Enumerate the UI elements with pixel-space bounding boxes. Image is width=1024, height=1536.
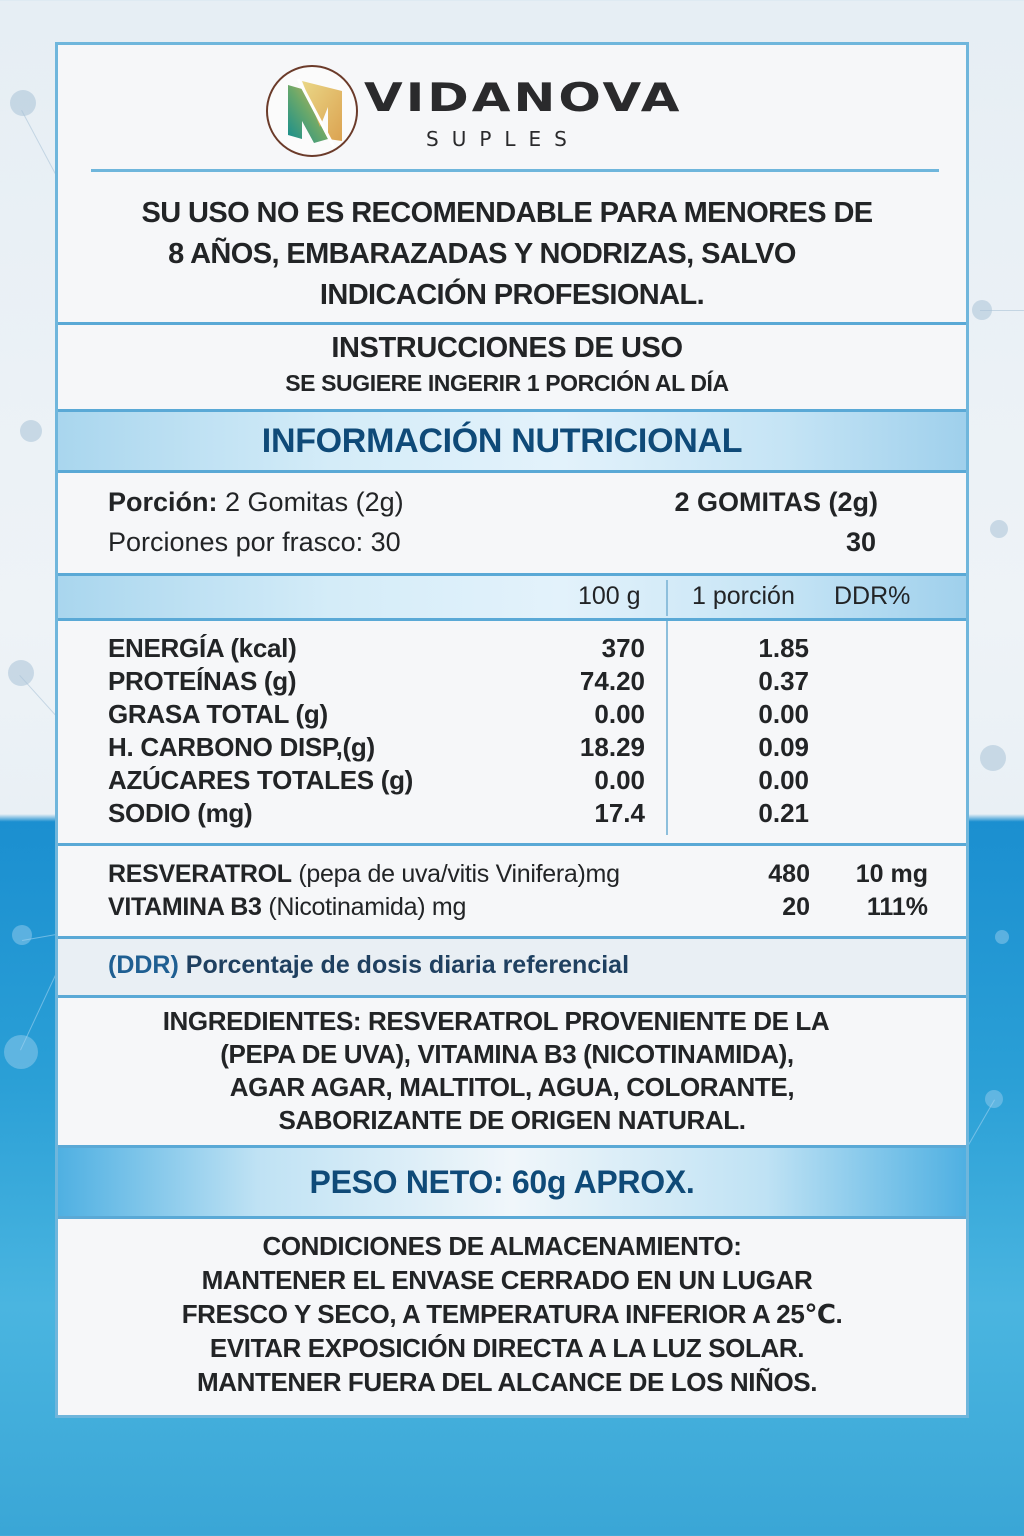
molecule-link [980, 310, 1024, 311]
nutrient-per100: 17.4 [594, 798, 645, 828]
storage-title: CONDICIONES DE ALMACENAMIENTO: [262, 1231, 742, 1261]
serving-value: 2 Gomitas (2g) [225, 487, 404, 517]
nutrient-name: ENERGÍA (kcal) [108, 633, 297, 663]
ddr-note-line [108, 951, 629, 980]
column-separator [666, 621, 668, 835]
nutrient-per-serving: 0.00 [758, 699, 809, 729]
molecule-node [12, 925, 32, 945]
divider [58, 322, 966, 325]
usage-warning [58, 193, 966, 323]
nutrient-name: GRASA TOTAL (g) [108, 699, 328, 729]
divider [58, 995, 966, 998]
label-panel [55, 42, 969, 1418]
nutrient-per-serving: 0.21 [758, 798, 809, 828]
warning-line: 8 AÑOS, EMBARAZADAS Y NODRIZAS, SALVO [168, 238, 796, 270]
nutrient-name: H. CARBONO DISP,(g) [108, 732, 375, 762]
ingredients-line: SABORIZANTE DE ORIGEN NATURAL. [278, 1105, 746, 1135]
nutrient-table [58, 621, 966, 843]
active-name: VITAMINA B3 (Nicotinamida) mg [108, 893, 467, 921]
nutrition-column-header [58, 576, 966, 618]
nutrition-title: INFORMACIÓN NUTRICIONAL [261, 422, 743, 460]
nutrient-per-serving: 0.09 [758, 732, 809, 762]
molecule-node [4, 1035, 38, 1069]
nutrient-name: SODIO (mg) [108, 798, 253, 828]
ddr-text: Porcentaje de dosis diaria referencial [185, 951, 630, 979]
storage-line: MANTENER EL ENVASE CERRADO EN UN LUGAR [201, 1265, 813, 1295]
molecule-node [990, 520, 1008, 538]
net-weight-band [58, 1148, 966, 1216]
column-separator [666, 580, 668, 616]
active-ddr: 111% [866, 893, 928, 921]
instructions-section [58, 329, 966, 409]
nutrient-per100: 370 [601, 633, 645, 663]
nutrient-per-serving: 1.85 [758, 633, 809, 663]
instructions-title: INSTRUCCIONES DE USO [331, 332, 683, 364]
active-ingredients [58, 846, 966, 936]
warning-line: SU USO NO ES RECOMENDABLE PARA MENORES DE [141, 197, 873, 229]
ingredients-line: INGREDIENTES: RESVERATROL PROVENIENTE DE LA [162, 1006, 830, 1036]
instructions-text: SE SUGIERE INGERIR 1 PORCIÓN AL DÍA [285, 370, 729, 396]
active-name: RESVERATROL (pepa de uva/vitis Vinifera)mg [108, 860, 620, 888]
storage-section [58, 1229, 966, 1399]
storage-line: FRESCO Y SECO, A TEMPERATURA INFERIOR A 25℃. [181, 1299, 843, 1329]
logo-emblem-icon [266, 65, 358, 157]
divider [58, 1216, 966, 1219]
ingredients-section [58, 1005, 966, 1145]
molecule-node [980, 745, 1006, 771]
net-weight: PESO NETO: 60g APROX. [309, 1164, 695, 1200]
divider [91, 169, 939, 172]
nutrient-per-serving: 0.37 [758, 666, 809, 696]
ingredients-line: (PEPA DE UVA), VITAMINA B3 (NICOTINAMIDA), [220, 1039, 794, 1069]
nutrient-per100: 74.20 [579, 666, 645, 696]
brand-name: VIDANOVA [364, 75, 683, 121]
column-header-serving: 1 porción [692, 582, 795, 610]
molecule-node [8, 660, 34, 686]
serving-label: Porción: [108, 487, 218, 517]
brand-logo [266, 65, 746, 161]
active-ddr: 10 mg [855, 860, 928, 888]
active-value: 20 [782, 893, 810, 921]
nutrient-per-serving: 0.00 [758, 765, 809, 795]
active-value: 480 [768, 860, 810, 888]
nutrient-name: AZÚCARES TOTALES (g) [108, 765, 414, 795]
column-header-ddr: DDR% [834, 582, 911, 610]
serving-info [58, 473, 966, 573]
storage-line: MANTENER FUERA DEL ALCANCE DE LOS NIÑOS. [196, 1367, 818, 1397]
molecule-node [995, 930, 1009, 944]
nutrition-title-band [58, 412, 966, 470]
molecule-node [20, 420, 42, 442]
ddr-abbr: (DDR) [108, 951, 179, 979]
nutrient-name: PROTEÍNAS (g) [108, 666, 297, 696]
servings-per-container: Porciones por frasco: 30 [108, 527, 401, 557]
nutrient-per100: 0.00 [594, 699, 645, 729]
warning-line: INDICACIÓN PROFESIONAL. [319, 279, 705, 311]
nutrient-per100: 0.00 [594, 765, 645, 795]
column-header-100g: 100 g [578, 582, 641, 610]
servings-per-container-right: 30 [845, 527, 876, 557]
serving-size [108, 487, 404, 518]
ddr-note [58, 939, 966, 995]
storage-line: EVITAR EXPOSICIÓN DIRECTA A LA LUZ SOLAR. [209, 1333, 805, 1363]
ingredients-line: AGAR AGAR, MALTITOL, AGUA, COLORANTE, [229, 1072, 795, 1102]
nutrient-per100: 18.29 [579, 732, 645, 762]
brand-subtitle: SUPLES [426, 127, 580, 151]
serving-size-right: 2 GOMITAS (2g) [674, 487, 878, 517]
